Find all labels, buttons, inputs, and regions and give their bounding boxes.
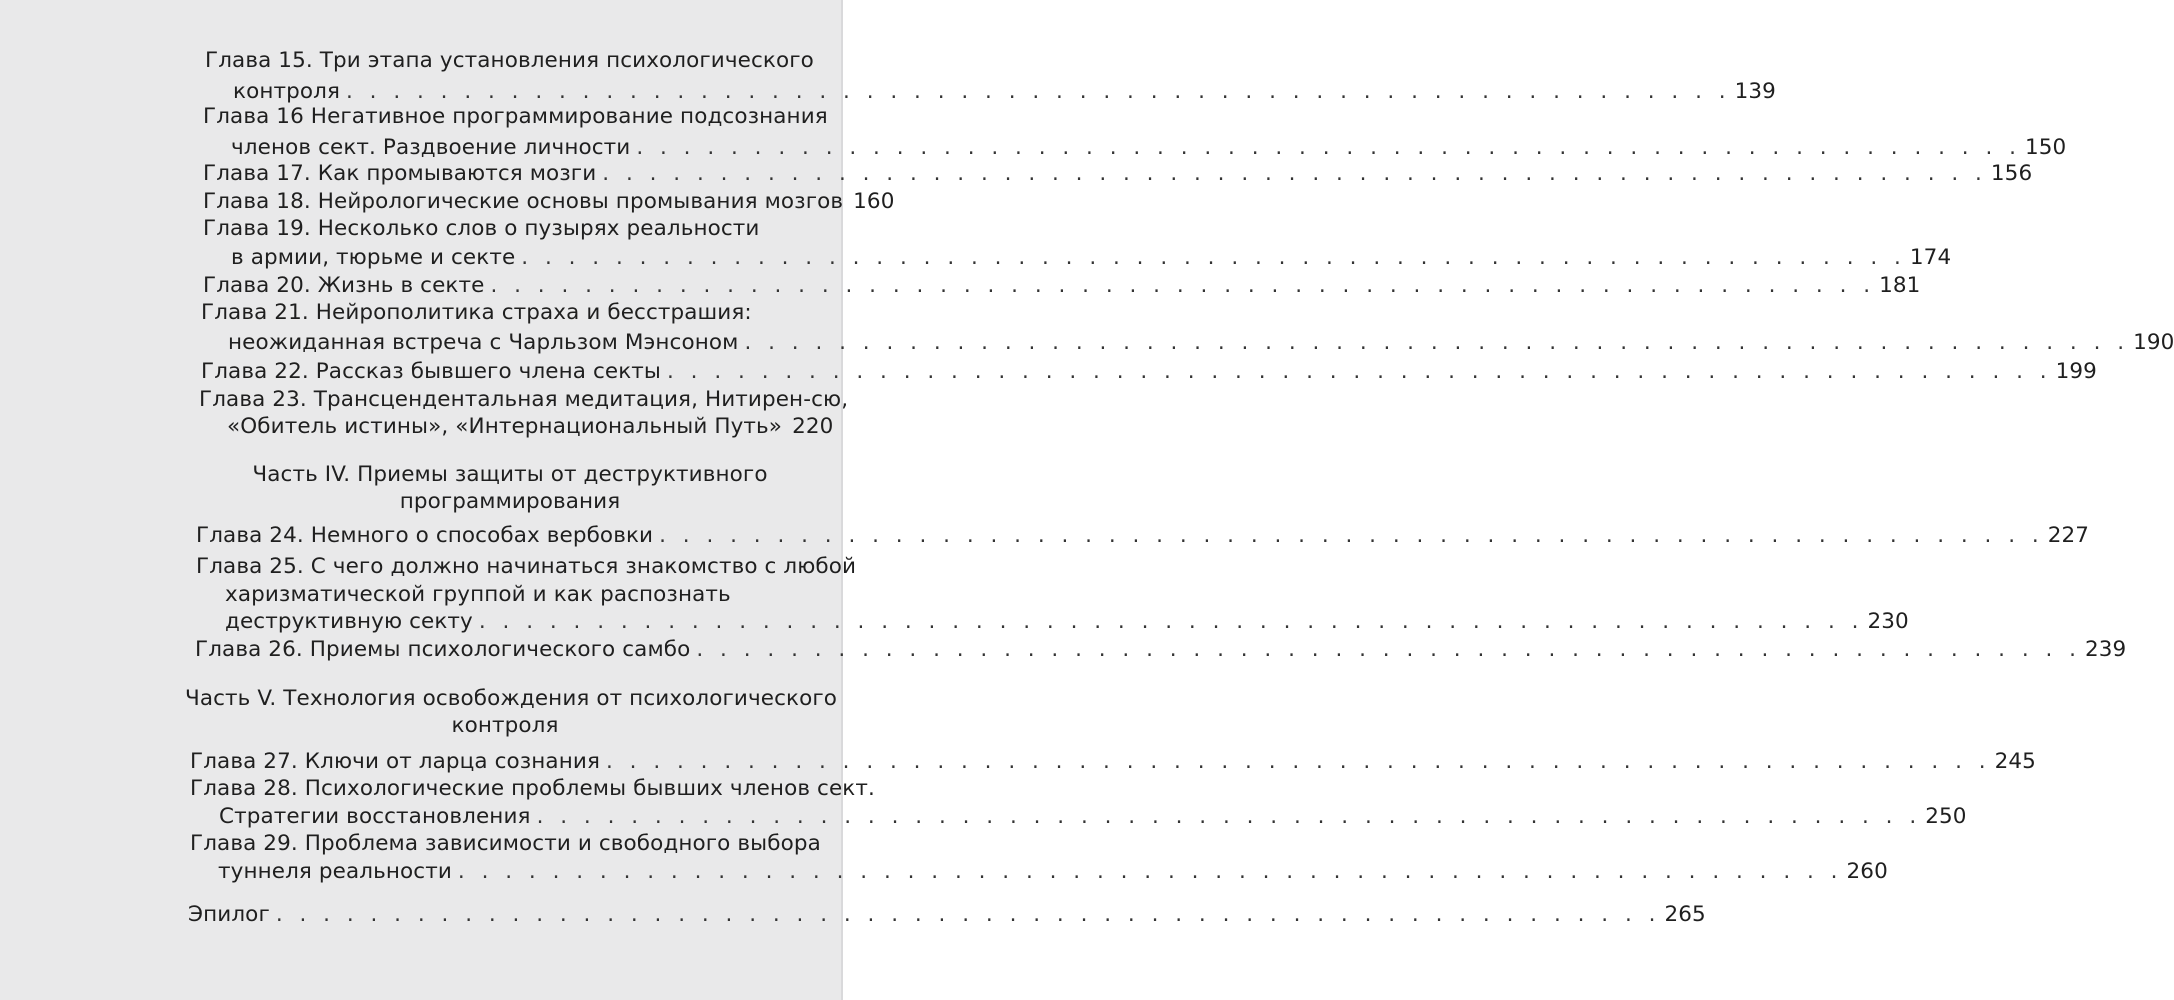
toc-entry-title: Глава 24. Немного о способах вербовки [196, 523, 654, 548]
dot-leader: . . . . . . . . . . . . . . . . . . . . . . . . . . . . . . . . . . . . . . . . . . . . . . . . . . . . . . . . . . . [521, 245, 1906, 270]
toc-entry-title: харизматической группой и как распознать [225, 582, 731, 607]
toc-entry [231, 243, 1952, 273]
part-heading-continued: программирования [399, 489, 621, 514]
toc-page-number: 174 [1909, 245, 1952, 270]
toc-page-number: 220 [792, 414, 834, 439]
toc-entry [203, 159, 2033, 189]
toc-entry [203, 187, 895, 217]
toc-page-number: 181 [1879, 273, 1921, 298]
toc-entry [225, 607, 1909, 637]
dot-leader: . . . . . . . . . . . . . . . . . . . . . . . . . . . . . . . . . . . . . . . . . . . . . . . . . . . . . . . . . . . [659, 523, 2044, 548]
toc-entry [203, 271, 1921, 301]
toc-entry [219, 802, 1967, 832]
toc-entry-title: Глава 17. Как промываются мозги [203, 161, 597, 186]
dot-leader: . . . . . . . . . . . . . . . . . . . . . . . . . . . . . . . . . . . . . . . . . . . . . . . . . . . . . . . . . . . [478, 609, 1864, 634]
toc-entry [188, 900, 1706, 930]
toc-entry [228, 328, 2174, 358]
toc-entry-title: Глава 20. Жизнь в секте [203, 273, 485, 298]
dot-leader: . . . . . . . . . . . . . . . . . . . . . . . . . . . . . . . . . . . . . . . . . . . . . . . . . . . . . . . . . . . [636, 135, 2021, 160]
toc-entry-title: Глава 18. Нейрологические основы промывания мозгов [203, 189, 844, 214]
toc-entry-title: Глава 23. Трансцендентальная медитация, Нитирен-сю, [199, 387, 849, 412]
toc-page-number: 265 [1664, 902, 1706, 927]
toc-entry-title: контроля [233, 79, 340, 104]
toc-entry [196, 552, 857, 582]
toc-entry [203, 214, 760, 244]
dot-leader: . . . . . . . . . . . . . . . . . . . . . . . . . . . . . . . . . . . . . . . . . . . . . . . . . . . . . . . . . . . [696, 637, 2081, 662]
toc-page-number: 160 [853, 189, 895, 214]
toc-entry [190, 774, 875, 804]
dot-leader: . . . . . . . . . . . . . . . . . . . . . . . . . . . . . . . . . . . . . . . . . . . . . . . . . . . . . . . . . . . [490, 273, 1876, 298]
toc-entry [205, 46, 814, 76]
toc-entry-title: Глава 26. Приемы психологического самбо [195, 637, 691, 662]
toc-entry [190, 829, 821, 859]
toc-entry-title: Глава 22. Рассказ бывшего члена секты [201, 359, 662, 384]
part-heading: Часть V. Технология освобождения от психологического [185, 686, 838, 711]
toc-page-number: 260 [1846, 859, 1888, 884]
dot-leader: . . . . . . . . . . . . . . . . . . . . . . . . . . . . . . . . . . . . . . . . . . . . . . . . . . . . . . . . . . . [457, 859, 1843, 884]
dot-leader: . . . . . . . . . . . . . . . . . . . . . . . . . . . . . . . . . . . . . . . . . . . . . . . . . . . . . . . . . . . [605, 749, 1991, 774]
toc-page-number: 227 [2047, 523, 2090, 548]
part-heading: Часть IV. Приемы защиты от деструктивного [252, 462, 768, 487]
toc-entry-title: членов сект. Раздвоение личности [231, 135, 631, 160]
toc-entry [195, 635, 2127, 665]
dot-leader: . . . . . . . . . . . . . . . . . . . . . . . . . . . . . . . . . . . . . . . . . . . . . . . . . . . . . . . . . . . [744, 330, 2130, 355]
toc-entry [225, 580, 731, 610]
toc-entry-title: Стратегии восстановления [219, 804, 531, 829]
toc-entry-title: Глава 16 Негативное программирование подсознания [203, 104, 828, 129]
dot-leader: . . . . . . . . . . . . . . . . . . . . . . . . . . . . . . . . . . . . . . . . . . . . . . . . . . . . . . . . . . . [667, 359, 2052, 384]
toc-page-number: 245 [1994, 749, 2036, 774]
part-heading-continued: контроля [451, 713, 559, 738]
toc-entry [199, 385, 849, 415]
toc-entry-title: Глава 25. С чего должно начинаться знакомство с любой [196, 554, 857, 579]
toc-entry-title: деструктивную секту [225, 609, 473, 634]
toc-entry-title: «Обитель истины», «Интернациональный Путь» [227, 414, 783, 439]
toc-entry [227, 412, 834, 442]
toc-page-number: 239 [2085, 637, 2127, 662]
toc-entry [201, 298, 753, 328]
toc-entry [203, 102, 828, 132]
toc-entry [190, 747, 2036, 777]
toc-page-number: 250 [1925, 804, 1967, 829]
toc-entry-title: Глава 29. Проблема зависимости и свободного выбора [190, 831, 821, 856]
toc-entry [196, 521, 2090, 551]
toc-entry-title: Глава 21. Нейрополитика страха и бесстрашия: [201, 300, 752, 325]
toc-entry-title: Глава 19. Несколько слов о пузырях реальности [203, 216, 760, 241]
toc-page-number: 190 [2133, 330, 2174, 355]
toc-page-number: 150 [2024, 135, 2067, 160]
toc-entry-title: Глава 28. Психологические проблемы бывших членов сект. [190, 776, 875, 801]
dot-leader: . . . . . . . . . . . . . . . . . . . . . . . . . . . . . . . . . . . . . . . . . . . . . . . . . . . . . . . . . . . [602, 161, 1987, 186]
toc-entry-title: неожиданная встреча с Чарльзом Мэнсоном [228, 330, 739, 355]
toc-entry [218, 857, 1888, 887]
toc-entry [201, 357, 2097, 387]
toc-entry-title: в армии, тюрьме и секте [231, 245, 516, 270]
toc-page-number: 230 [1867, 609, 1909, 634]
toc-page-number: 139 [1734, 79, 1776, 104]
dot-leader: . . . . . . . . . . . . . . . . . . . . . . . . . . . . . . . . . . . . . . . . . . . . . . . . . . . . . . . . . . . [275, 902, 1661, 927]
toc-entry-title: Эпилог [188, 902, 270, 927]
toc-entry-title: Глава 15. Три этапа установления психологического [205, 48, 814, 73]
toc-entry-title: туннеля реальности [218, 859, 452, 884]
toc-page-number: 156 [1990, 161, 2033, 186]
dot-leader: . . . . . . . . . . . . . . . . . . . . . . . . . . . . . . . . . . . . . . . . . . . . . . . . . . . . . . . . . . . [346, 79, 1731, 104]
toc-entry-title: Глава 27. Ключи от ларца сознания [190, 749, 600, 774]
dot-leader: . . . . . . . . . . . . . . . . . . . . . . . . . . . . . . . . . . . . . . . . . . . . . . . . . . . . . . . . . . . [536, 804, 1922, 829]
toc-page-number: 199 [2055, 359, 2097, 384]
